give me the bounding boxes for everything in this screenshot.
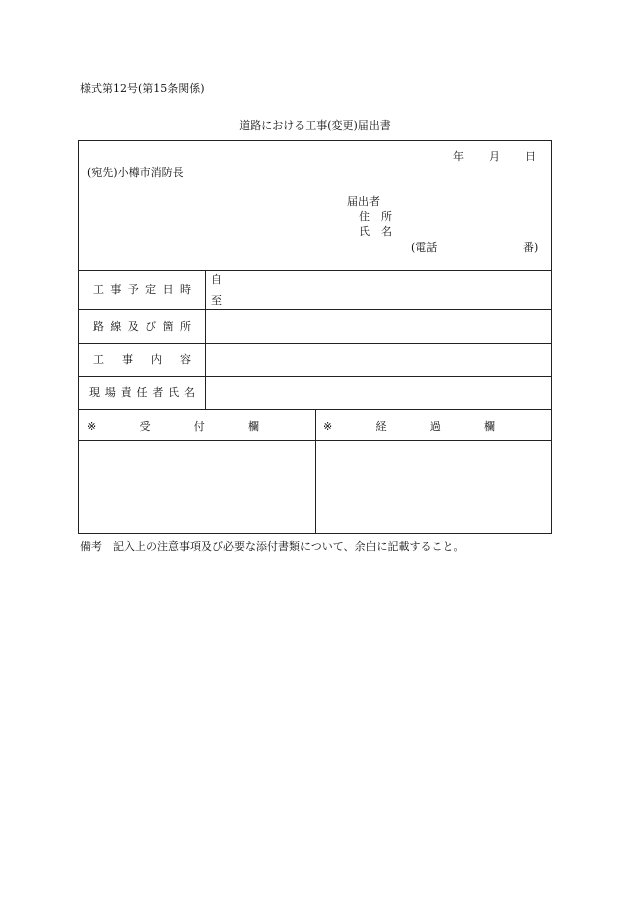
- phone-open-label: (電話: [411, 241, 438, 254]
- route-label: 路 線 及 び 箇 所: [93, 320, 191, 333]
- date-year-label: 年: [453, 150, 464, 163]
- content-label: 工 事 内 容: [93, 353, 191, 366]
- rule-schedule-top: [79, 270, 551, 271]
- date-day-label: 日: [525, 150, 536, 163]
- schedule-label: 工 事 予 定 日 時: [93, 283, 191, 296]
- manager-label: 現 場 責 任 者 氏 名: [89, 386, 195, 399]
- form-number: 様式第12号(第15条関係): [80, 82, 205, 95]
- rule-content-top: [79, 343, 551, 344]
- receipt-column-header: ※ 受 付 欄: [87, 420, 259, 433]
- document-title: 道路における工事(変更)届出書: [239, 119, 391, 132]
- date-month-label: 月: [489, 150, 500, 163]
- rule-footer-divider: [315, 409, 316, 533]
- form-frame: [78, 140, 552, 534]
- rule-route-top: [79, 309, 551, 310]
- addressee: (宛先)小樽市消防長: [87, 166, 184, 179]
- applicant-label: 届出者: [347, 195, 380, 208]
- address-label: 住 所: [359, 210, 392, 223]
- schedule-from-label: 自: [211, 273, 222, 286]
- rule-manager-top: [79, 376, 551, 377]
- rule-label-column: [205, 270, 206, 409]
- remarks-note: 備考 記入上の注意事項及び必要な添付書類について、余白に記載すること。: [80, 540, 465, 553]
- phone-close-label: 番): [523, 241, 539, 254]
- name-label: 氏 名: [359, 225, 392, 238]
- progress-column-header: ※ 経 過 欄: [323, 420, 495, 433]
- schedule-to-label: 至: [211, 294, 222, 307]
